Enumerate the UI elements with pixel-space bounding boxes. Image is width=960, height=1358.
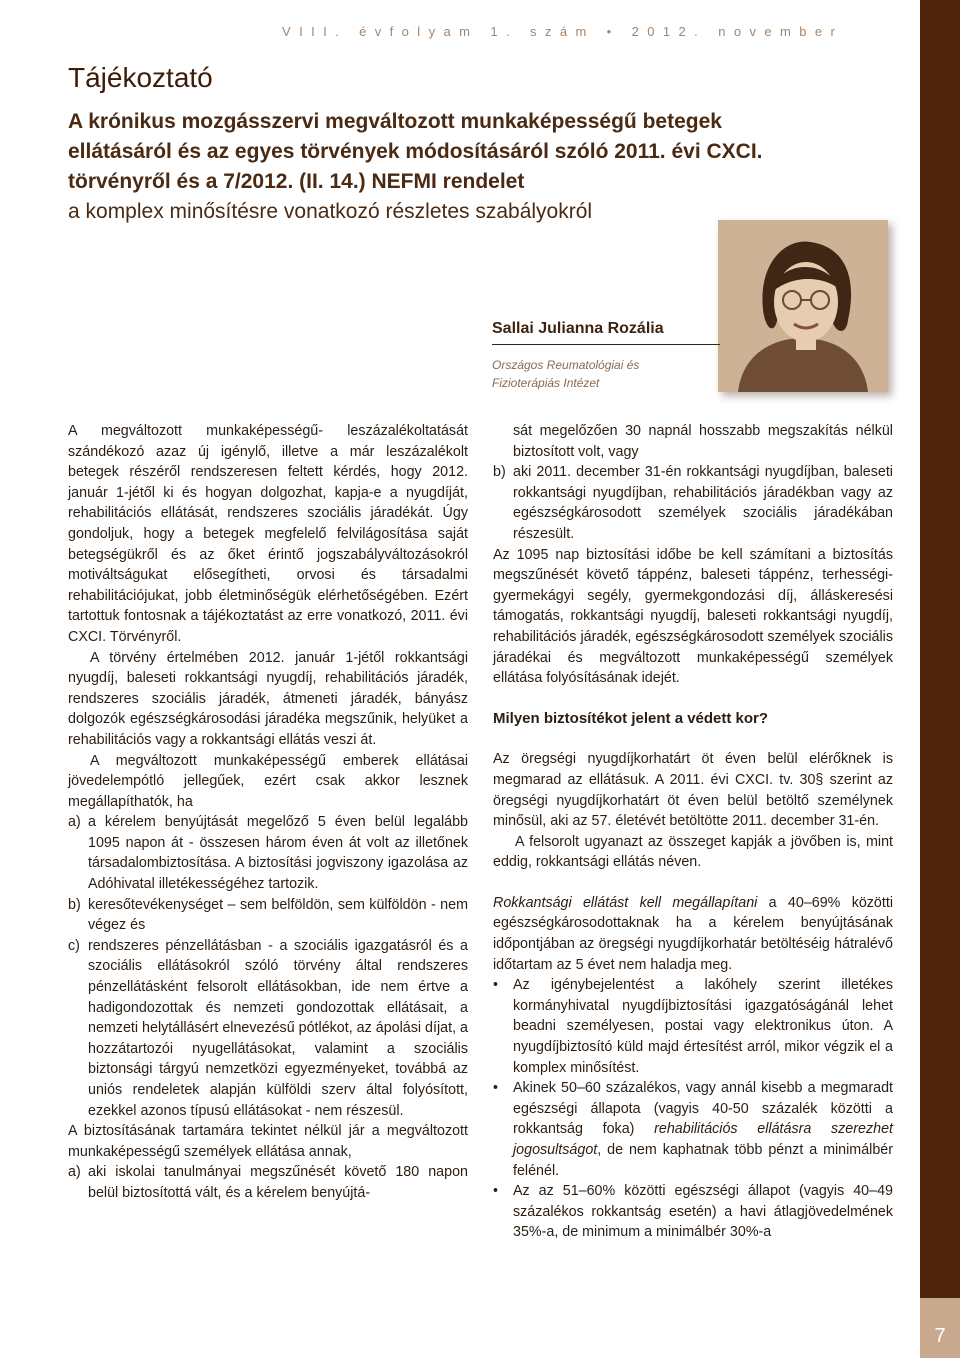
bullet-text: Az igénybejelentést a lakóhely szerint illetékes kormányhivatal nyugdíjbiztosítási igazgatóságánál lehet beadni személyesen, postai vagy elektronikus úton. A nyugdíjbiztosító küld majd értesítést arról, mikor végzik el a komplex minősítést.: [513, 977, 893, 1076]
issue-header: VIII. évfolyam 1. szám • 2012. november: [282, 24, 844, 39]
decorative-sidebar: [920, 0, 960, 1358]
list-marker: c): [68, 937, 80, 954]
author-divider: [492, 344, 720, 345]
bullet-marker: •: [493, 977, 499, 994]
list-item: [68, 936, 468, 1121]
portrait-image: [718, 220, 888, 392]
list-text: keresőtevékenységet – sem belföldön, sem külföldön - nem végez és: [88, 896, 468, 934]
bullet-item: [493, 975, 893, 1078]
conditions-paragraph: A megváltozott munkaképességű emberek ellátásai jövedelempótló jellegűek, ezért csak akkor lesznek megállapíthatók, ha: [68, 752, 468, 810]
list-marker: a): [68, 814, 81, 831]
right-column: [493, 421, 893, 1243]
same-amount-paragraph: A felsorolt ugyanazt az összeget kapják a jövőben is, mint eddig, rokkantsági ellátás néven.: [493, 833, 893, 871]
article-title-main: A krónikus mozgásszervi megváltozott munkaképességű betegek ellátásáról és az egyes törvények módosításáról szóló 2011. évi CXCI. törvényről és a 7/2012. (II. 14.) NEFMI rendelet: [68, 110, 763, 193]
list-text: aki iskolai tanulmányai megszűnését követő 180 napon belül biztosítottá vált, és a kérelem benyújtá-: [88, 1164, 468, 1201]
bullet-text: [513, 1078, 893, 1181]
bullet-item: [493, 1181, 893, 1243]
author-photo: [718, 220, 888, 392]
list-text: rendszeres pénzellátásban - a szociális igazgatásról és a szociális ellátásokról szóló törvény által rendszeres pénzellátásként felsorolt ellátásokban, ide nem értve a hadigondozottak és nemzeti gondozottak ellátásait, a nemzeti helytállásért elnevezésű pótlékot, az ápolási díjat, a hozzátartozói nyugellátásokat, valamint a szociális biztonsági tárgyú nemzetközi egyezményeket, továbbá az uniós rendeletek alapján külföldi szerv által folyósított, ezekkel azonos típusú ellátásokat - nem részesül.: [88, 937, 468, 1119]
list-marker: b): [493, 464, 506, 481]
law-paragraph: A törvény értelmében 2012. január 1-jétől rokkantsági nyugdíj, baleseti rokkantsági nyugdíj, rehabilitációs járadék, rendszeres szociális járadék, átmeneti járadék, bányász dolgozók egészségkárosodási járadéka megszűnik, helyüket a rehabilitációs vagy a rokkantsági ellátás veszi át.: [68, 649, 468, 748]
list-text: a kérelem benyújtását megelőző 5 éven belül legalább 1095 napon át - összesen három éven át volt az illetőnek társadalombiztosítása. A biztosítási jogviszony igazolása az Adóhivatal illetékességéhez tartozik.: [88, 814, 468, 893]
list-text: aki 2011. december 31-én rokkantsági nyugdíjban, baleseti rokkantsági nyugdíjban, rehabilitációs járadékban vagy az egészségkárosodott személyek szociális járadékában részesült.: [513, 464, 893, 542]
insurance-paragraph: A biztosításának tartamára tekintet nélkül jár a megváltozott munkaképességű személyek ellátása annak,: [68, 1123, 468, 1160]
insurance-time-paragraph: Az 1095 nap biztosítási időbe be kell számítani a biztosítás megszűnését követő táppénz, baleseti táppénz, terhességi- gyermekágyi segély, gyermekgondozási díj, álláskeresési támogatás, rokkantsági nyugdíj, baleseti rokkantsági nyugdíj, rehabilitációs járadék, egészségkárosodott személyek szociális járadékai és megváltozott munkaképességű személyek ellátása folyósításának idejét.: [493, 546, 893, 687]
bullet-text-part: Akinek 50–60 százalékos, vagy annál kisebb a megmaradt egészségi állapota (vagyis 40-50 százalék közötti a rokkantság foka): [513, 1080, 893, 1138]
left-column: [68, 421, 468, 1204]
author-institution: Országos Reumatológiai és Fizioterápiás Intézet: [492, 358, 640, 390]
bullet-item: [493, 1078, 893, 1181]
page-number: 7: [920, 1298, 960, 1358]
bullet-text: Az az 51–60% közötti egészségi állapot (vagyis 40–49 százalékos rokkantság esetén) a havi átlagjövedelmének 35%-a, de minimum a minimálbér 30%-a: [513, 1183, 893, 1241]
bullet-text-emphasis: rehabilitációs ellátásra szerezhet jogosultságot: [513, 1121, 893, 1158]
list-item: [68, 1162, 468, 1203]
article-title-sub: a komplex minősítésre vonatkozó részletes szabályokról: [68, 200, 593, 223]
bullet-text-part: , de nem kaphatnak több pénzt a minimálbér felénél.: [513, 1142, 893, 1179]
list-item: [68, 812, 468, 894]
list-item: [493, 462, 893, 544]
list-item: [68, 895, 468, 936]
section-heading: Milyen biztosítékot jelent a védett kor?: [493, 709, 769, 727]
bullet-marker: •: [493, 1183, 499, 1200]
list-continuation: sát megelőzően 30 napnál hosszabb megszakítás nélkül biztosított volt, vagy: [513, 423, 893, 460]
list-marker: a): [68, 1164, 81, 1181]
article-title: [68, 107, 828, 227]
list-marker: b): [68, 896, 81, 913]
disability-benefit-text: a 40–69% közötti egészségkárosodottaknak ha a kérelem benyújtásának időpontjában az öregségi nyugdíjkorhatár betöltéséig hátralévő időtartam az 5 évet nem haladja meg.: [493, 894, 894, 973]
section-label: Tájékoztató: [68, 62, 213, 93]
intro-paragraph: A megváltozott munkaképességű- leszázalékoltatását szándékozó azaz új igénylő, illetve a már leszázalékolt betegek részéről rendszeresen feltett kérdés, hogy 2012. január 1-jétől ki és hogyan dolgozhat, kapja-e a nyugdíját, rehabilitációs ellátását, rendszeres szociális járadékát. Úgy gondoljuk, hogy a betegek megfelelő felvilágosítása saját betegségükről és az őket érintő jogszabályváltozásokról motiváltságukat elősegítheti, orvosi és társadalmi rehabilitációjukat, jobb életminőségük elérhetőségében. Ezért tartottuk fontosnak a tájékoztatást az erre vonatkozó, 2011. évi CXCI. Törvényről.: [68, 423, 468, 645]
disability-benefit-paragraph: [493, 893, 893, 975]
protected-age-paragraph: Az öregségi nyugdíjkorhatárt öt éven belül elérőknek is megmarad az ellátásuk. A 2011. évi CXCI. tv. 30§ szerint az öregségi nyugdíjkorhatárt öt éven belül betöltő személynek minősül, aki az 57. életévét betöltötte 2011. december 31-én.: [493, 751, 893, 830]
bullet-marker: •: [493, 1080, 499, 1097]
disability-benefit-emphasis: Rokkantsági ellátást kell megállapítani: [493, 894, 758, 911]
author-name: Sallai Julianna Rozália: [492, 320, 664, 337]
